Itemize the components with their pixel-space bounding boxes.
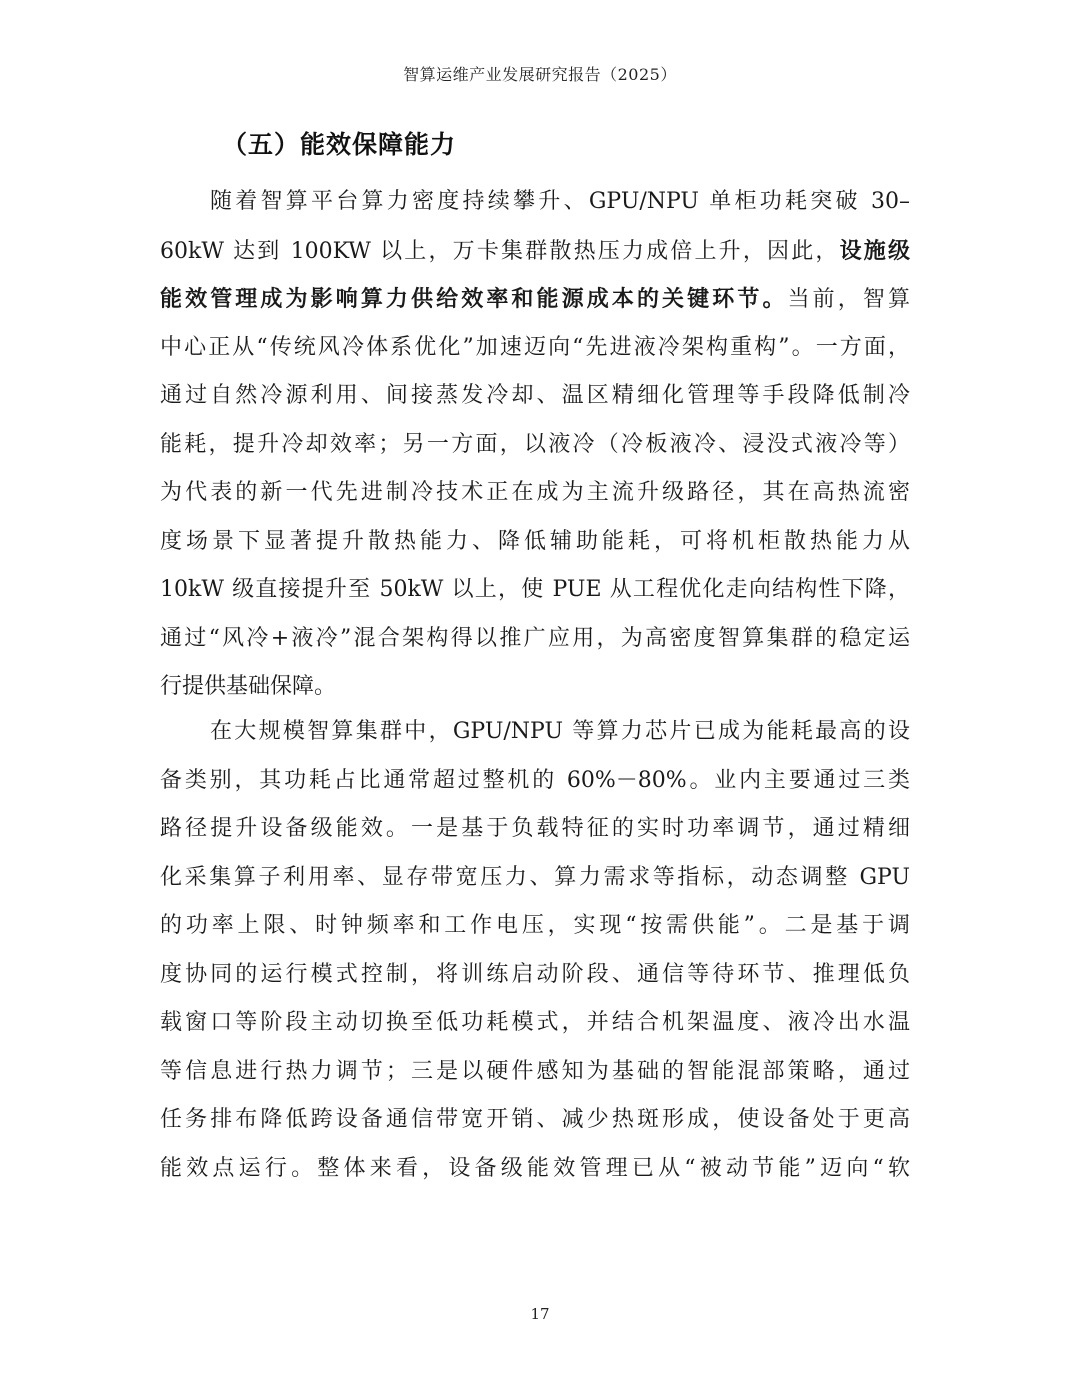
text-line: 能耗，提升冷却效率；另一方面，以液冷（冷板液冷、浸没式液冷等） (160, 431, 910, 457)
text-line: 的功率上限、时钟频率和工作电压，实现“按需供能”。二是基于调 (160, 913, 910, 938)
text-line (160, 227, 910, 276)
text-line: 度协同的运行模式控制，将训练启动阶段、通信等待环节、推理低负 (160, 961, 910, 987)
page-number: 17 (530, 1305, 550, 1323)
text-line: 路径提升设备级能效。一是基于负载特征的实时功率调节，通过精细 (160, 816, 910, 841)
text-line: 行提供基础保障。 (160, 674, 337, 699)
text-line: 随着智算平台算力密度持续攀升、GPU/NPU 单柜功耗突破 30– (210, 189, 910, 214)
text-line: 10kW 级直接提升至 50kW 以上，使 PUE 从工程优化走向结构性下降， (160, 577, 910, 602)
text-run: 60kW 达到 100KW 以上，万卡集群散热压力成倍上升，因此， (160, 238, 840, 264)
running-header: 智算运维产业发展研究报告（2025） (403, 65, 677, 84)
bold-text-run: 设施级 (839, 237, 910, 264)
text-line: 等信息进行热力调节；三是以硬件感知为基础的智能混部策略，通过 (160, 1058, 910, 1084)
text-line: 化采集算子利用率、显存带宽压力、算力需求等指标，动态调整 GPU (160, 864, 910, 890)
section-heading: （五）能效保障能力 (222, 130, 457, 159)
text-line: 通过“风冷+液冷”混合架构得以推广应用，为高密度智算集群的稳定运 (160, 625, 910, 651)
paragraph-2 (160, 708, 910, 1193)
text-line: 度场景下显著提升散热能力、降低辅助能耗，可将机柜散热能力从 (160, 528, 910, 554)
text-line: 中心正从“传统风冷体系优化”加速迈向“先进液冷架构重构”。一方面， (160, 334, 910, 360)
text-line: 任务排布降低跨设备通信带宽开销、减少热斑形成，使设备处于更高 (160, 1107, 910, 1132)
text-run: 当前，智算 (787, 287, 910, 312)
paragraph-1 (160, 178, 910, 712)
text-line: 载窗口等阶段主动切换至低功耗模式，并结合机架温度、液冷出水温 (160, 1010, 910, 1035)
text-line: 为代表的新一代先进制冷技术正在成为主流升级路径，其在高热流密 (160, 480, 910, 505)
text-line (160, 275, 910, 324)
text-line: 通过自然冷源利用、间接蒸发冷却、温区精细化管理等手段降低制冷 (160, 383, 910, 408)
text-line: 在大规模智算集群中，GPU/NPU 等算力芯片已成为能耗最高的设 (210, 719, 910, 744)
bold-text-run: 能效管理成为影响算力供给效率和能源成本的关键环节。 (160, 286, 788, 312)
text-line: 能效点运行。整体来看，设备级能效管理已从“被动节能”迈向“软 (160, 1155, 910, 1181)
text-line: 备类别，其功耗占比通常超过整机的 60%－80%。业内主要通过三类 (160, 767, 910, 793)
